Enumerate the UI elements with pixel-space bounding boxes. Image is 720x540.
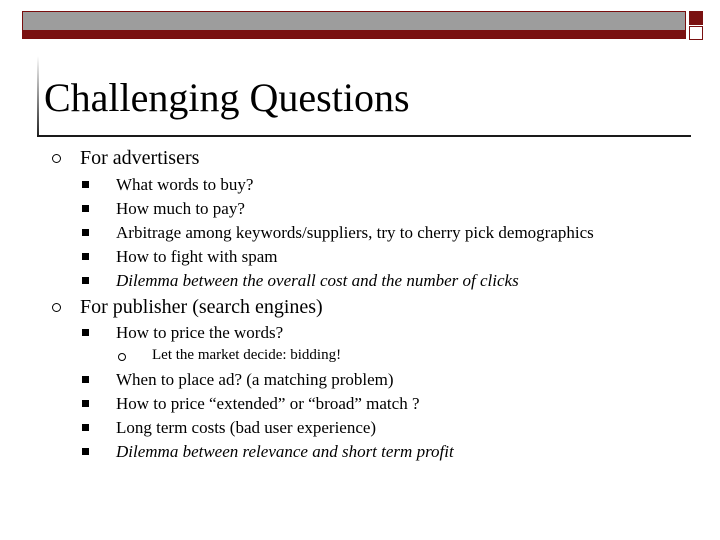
section-heading-publisher: For publisher (search engines) <box>80 296 323 318</box>
list-item: Long term costs (bad user experience) <box>116 418 377 437</box>
square-bullet-icon <box>82 277 89 284</box>
square-bullet-icon <box>82 448 89 455</box>
sub-list-item: Let the market decide: bidding! <box>152 347 342 363</box>
corner-square-filled <box>689 11 703 25</box>
hollow-circle-bullet-icon <box>118 353 126 361</box>
square-bullet-icon <box>82 329 89 336</box>
square-bullet-icon <box>82 400 89 407</box>
list-item: How to price “extended” or “broad” match ? <box>116 394 420 413</box>
square-bullet-icon <box>82 376 89 383</box>
list-item: Arbitrage among keywords/suppliers, try to cherry pick demographics <box>116 223 594 242</box>
list-item: When to place ad? (a matching problem) <box>116 370 394 389</box>
list-item-italic: Dilemma between relevance and short term profit <box>116 442 454 461</box>
square-bullet-icon <box>82 253 89 260</box>
list-item: How to fight with spam <box>116 247 278 266</box>
title-vertical-rule <box>37 56 39 136</box>
title-underline <box>37 135 691 137</box>
slide-title: Challenging Questions <box>44 75 410 120</box>
square-bullet-icon <box>82 424 89 431</box>
list-item-italic: Dilemma between the overall cost and the number of clicks <box>116 271 519 290</box>
square-bullet-icon <box>82 181 89 188</box>
section-heading-advertisers: For advertisers <box>80 147 200 169</box>
square-bullet-icon <box>82 205 89 212</box>
hollow-circle-bullet-icon <box>52 303 61 312</box>
list-item: How to price the words? <box>116 323 284 342</box>
corner-square-outline <box>689 26 703 40</box>
square-bullet-icon <box>82 229 89 236</box>
hollow-circle-bullet-icon <box>52 154 61 163</box>
list-item: How much to pay? <box>116 199 245 218</box>
list-item: What words to buy? <box>116 175 254 194</box>
header-bar-border <box>22 11 686 39</box>
